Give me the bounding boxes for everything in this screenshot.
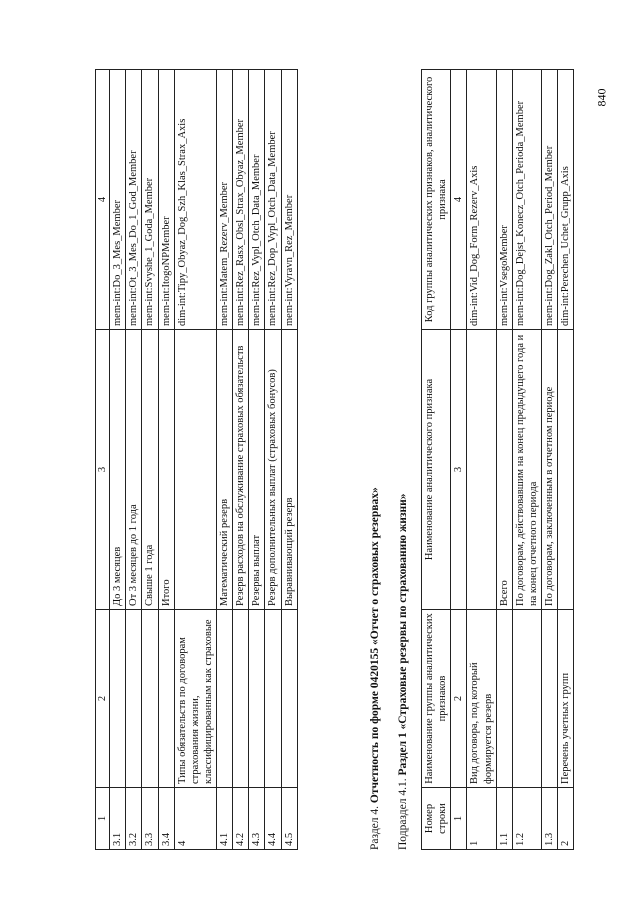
table-row	[217, 70, 233, 850]
row-number-cell: 4	[174, 788, 216, 850]
group-name-cell: Перечень учетных групп	[558, 610, 574, 788]
code-cell: mem-int:VsegoMember	[496, 70, 512, 330]
group-name-cell	[281, 610, 297, 788]
row-number-cell: 3.4	[158, 788, 174, 850]
column-number-1: 1	[96, 788, 110, 850]
group-name-cell: Вид договора, под который формируется резерв	[467, 610, 496, 788]
feature-name-cell: От 3 месяцев до 1 года	[126, 330, 142, 610]
column-number-4: 4	[451, 70, 467, 330]
table-row	[174, 70, 216, 850]
table-row	[142, 70, 158, 850]
feature-name-cell: Свыше 1 года	[142, 330, 158, 610]
table-row	[467, 70, 496, 850]
row-number-cell: 1	[467, 788, 496, 850]
column-number-1: 1	[451, 788, 467, 850]
code-cell: mem-int:Vyravn_Rez_Member	[281, 70, 297, 330]
table-row	[249, 70, 265, 850]
group-name-cell	[158, 610, 174, 788]
table-row	[126, 70, 142, 850]
header-code: Код группы аналитических признаков, аналитического признака	[422, 70, 451, 330]
group-name-cell	[496, 610, 512, 788]
column-number-2: 2	[96, 610, 110, 788]
code-cell: mem-int:Svyshe_1_Goda_Member	[142, 70, 158, 330]
column-numbers-row	[451, 70, 467, 850]
code-cell: mem-int:Rez_Dop_Vypl_Otch_Data_Member	[265, 70, 281, 330]
row-number-cell: 1.3	[542, 788, 558, 850]
table-row	[233, 70, 249, 850]
group-name-cell	[142, 610, 158, 788]
row-number-cell: 3.2	[126, 788, 142, 850]
column-number-4: 4	[96, 70, 110, 330]
group-name-cell	[217, 610, 233, 788]
group-name-cell	[126, 610, 142, 788]
code-cell: dim-int:Perechen_Uchet_Grupp_Axis	[558, 70, 574, 330]
page-number: 840	[594, 88, 609, 107]
group-name-cell	[512, 610, 541, 788]
feature-name-cell: Резерв расходов на обслуживание страховых обязательств	[233, 330, 249, 610]
group-name-cell	[542, 610, 558, 788]
subsection-title: Подраздел 4.1. Раздел 1 «Страховые резервы по страхованию жизни»	[397, 493, 409, 850]
group-name-cell	[110, 610, 126, 788]
column-number-2: 2	[451, 610, 467, 788]
feature-name-cell: По договорам, заключенным в отчетном периоде	[542, 330, 558, 610]
row-number-cell: 1.2	[512, 788, 541, 850]
table-header-row	[96, 70, 110, 850]
header-feature-name: Наименование аналитического признака	[422, 330, 451, 610]
row-number-cell: 4.1	[217, 788, 233, 850]
section-title: Раздел 4. Отчетность по форме 0420155 «Отчет о страховых резервах»	[369, 487, 381, 850]
code-cell: mem-int:Rez_Vypl_Otch_Data_Member	[249, 70, 265, 330]
code-cell: mem-int:Dog_Dejst_Konecz_Otch_Perioda_Member	[512, 70, 541, 330]
table-row	[158, 70, 174, 850]
feature-name-cell: Математический резерв	[217, 330, 233, 610]
code-cell: mem-int:Do_3_Mes_Member	[110, 70, 126, 330]
table-row	[542, 70, 558, 850]
group-name-cell	[233, 610, 249, 788]
row-number-cell: 4.5	[281, 788, 297, 850]
group-name-cell	[265, 610, 281, 788]
reserves-table-continued	[95, 69, 298, 850]
group-name-cell: Типы обязательств по договорам страхования жизни, классифицированным как страховые	[174, 610, 216, 788]
code-cell: mem-int:Rez_Rasx_Obsl_Strax_Obyaz_Member	[233, 70, 249, 330]
table-row	[110, 70, 126, 850]
row-number-cell: 3.1	[110, 788, 126, 850]
table-row	[512, 70, 541, 850]
group-name-cell	[249, 610, 265, 788]
feature-name-cell: Итого	[158, 330, 174, 610]
row-number-cell: 4.2	[233, 788, 249, 850]
header-row-number: Номер строки	[422, 788, 451, 850]
table-header-row	[422, 70, 451, 850]
feature-name-cell: До 3 месяцев	[110, 330, 126, 610]
table-row	[265, 70, 281, 850]
rotated-content	[95, 60, 595, 850]
code-cell: dim-int:Tipy_Obyaz_Dog_Szh_Klas_Strax_Axis	[174, 70, 216, 330]
feature-name-cell: По договорам, действовавшим на конец предыдущего года и на конец отчетного периода	[512, 330, 541, 610]
code-cell: mem-int:ItogoNPMember	[158, 70, 174, 330]
table-row	[496, 70, 512, 850]
row-number-cell: 3.3	[142, 788, 158, 850]
row-number-cell: 4.4	[265, 788, 281, 850]
feature-name-cell: Выравнивающий резерв	[281, 330, 297, 610]
row-number-cell: 1.1	[496, 788, 512, 850]
code-cell: mem-int:Ot_3_Mes_Do_1_God_Member	[126, 70, 142, 330]
life-insurance-reserves-table	[421, 69, 574, 850]
feature-name-cell	[467, 330, 496, 610]
row-number-cell: 2	[558, 788, 574, 850]
table-row	[558, 70, 574, 850]
feature-name-cell: Резервы выплат	[249, 330, 265, 610]
table-row	[281, 70, 297, 850]
column-number-3: 3	[96, 330, 110, 610]
code-cell: dim-int:Vid_Dog_Form_Rezerv_Axis	[467, 70, 496, 330]
feature-name-cell	[558, 330, 574, 610]
row-number-cell: 4.3	[249, 788, 265, 850]
column-number-3: 3	[451, 330, 467, 610]
feature-name-cell: Резерв дополнительных выплат (страховых бонусов)	[265, 330, 281, 610]
feature-name-cell: Всего	[496, 330, 512, 610]
code-cell: mem-int:Matem_Rezerv_Member	[217, 70, 233, 330]
code-cell: mem-int:Dog_Zakl_Otch_Period_Member	[542, 70, 558, 330]
header-group-name: Наименование группы аналитических признаков	[422, 610, 451, 788]
feature-name-cell	[174, 330, 216, 610]
